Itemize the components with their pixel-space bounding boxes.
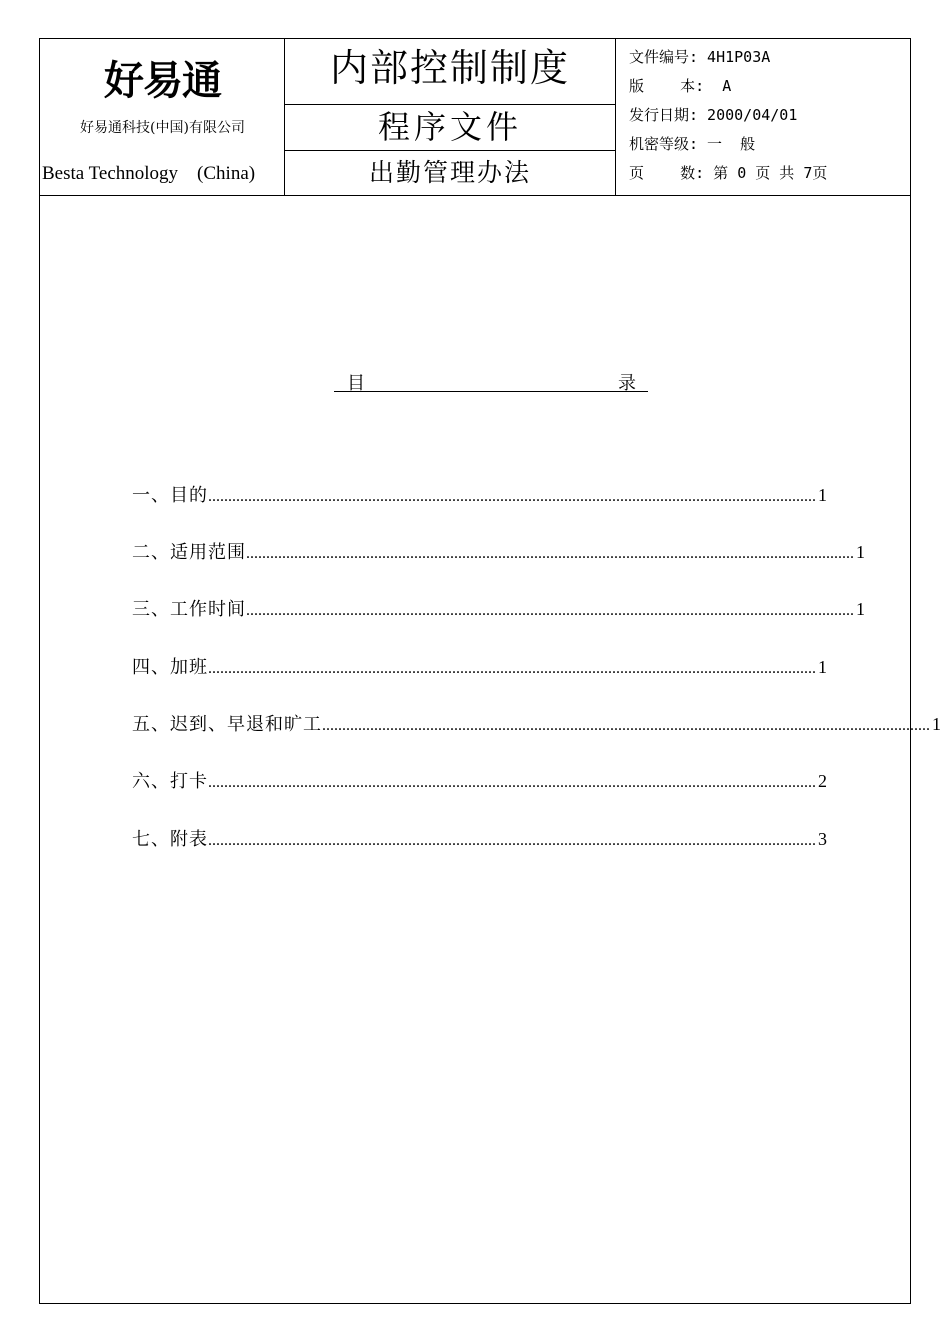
toc-leader: ........................................................................................................................................................ <box>208 488 816 505</box>
toc-entry[interactable] <box>132 767 827 797</box>
toc-entry-label: 三、工作时间 <box>132 599 246 620</box>
toc-entry-page: 1 <box>932 714 941 734</box>
toc-entry-label: 七、附表 <box>132 829 208 850</box>
toc-leader: ........................................................................................................................................................ <box>246 602 854 619</box>
toc-entry[interactable] <box>132 653 827 683</box>
toc-entry-label: 五、迟到、早退和旷工 <box>132 714 322 735</box>
company-block <box>40 39 285 195</box>
toc-entry[interactable] <box>132 481 827 511</box>
toc-entry-page: 1 <box>856 599 865 619</box>
toc-leader: ........................................................................................................................................................ <box>208 660 816 677</box>
toc-entry-label: 一、目的 <box>132 485 208 506</box>
toc-heading <box>334 369 648 392</box>
document-title: 内部控制制度 <box>285 39 615 105</box>
title-block <box>285 39 616 195</box>
toc-heading-right: 录 <box>618 373 636 394</box>
toc-entry-page: 2 <box>818 771 827 791</box>
toc-entry-page: 1 <box>818 485 827 505</box>
document-type: 程序文件 <box>285 105 615 151</box>
meta-issue-date: 发行日期: 2000/04/01 <box>629 106 798 124</box>
toc-entry[interactable] <box>132 538 865 568</box>
toc-entry[interactable] <box>132 825 827 855</box>
meta-page-count: 页 数: 第 0 页 共 7页 <box>629 164 828 182</box>
toc-entry-page: 1 <box>856 542 865 562</box>
toc-entry-page: 3 <box>818 829 827 849</box>
document-header <box>40 39 910 196</box>
company-name-cn: 好易通科技(中国)有限公司 <box>80 120 245 136</box>
toc-entry[interactable] <box>132 710 941 740</box>
toc-entry-page: 1 <box>818 657 827 677</box>
toc-leader: ........................................................................................................................................................ <box>208 832 816 849</box>
toc-heading-left: 目 <box>347 373 365 394</box>
brand-logo: 好易通 <box>104 58 221 104</box>
document-frame <box>39 38 941 1304</box>
meta-confidentiality: 机密等级: 一 般 <box>629 135 756 153</box>
metadata-block <box>616 39 910 195</box>
toc-entry[interactable] <box>132 595 865 625</box>
toc-leader: ........................................................................................................................................................ <box>246 545 854 562</box>
meta-version: 版 本: A <box>629 77 732 95</box>
toc-leader: ........................................................................................................................................................ <box>322 717 930 734</box>
toc-entry-label: 六、打卡 <box>132 771 208 792</box>
meta-doc-number: 文件编号: 4H1P03A <box>629 48 771 66</box>
toc-entry-label: 四、加班 <box>132 657 208 678</box>
toc-entry-label: 二、适用范围 <box>132 542 246 563</box>
document-subject: 出勤管理办法 <box>368 158 531 187</box>
company-name-en: Besta Technology (China) <box>42 163 256 184</box>
toc-leader: ........................................................................................................................................................ <box>208 774 816 791</box>
